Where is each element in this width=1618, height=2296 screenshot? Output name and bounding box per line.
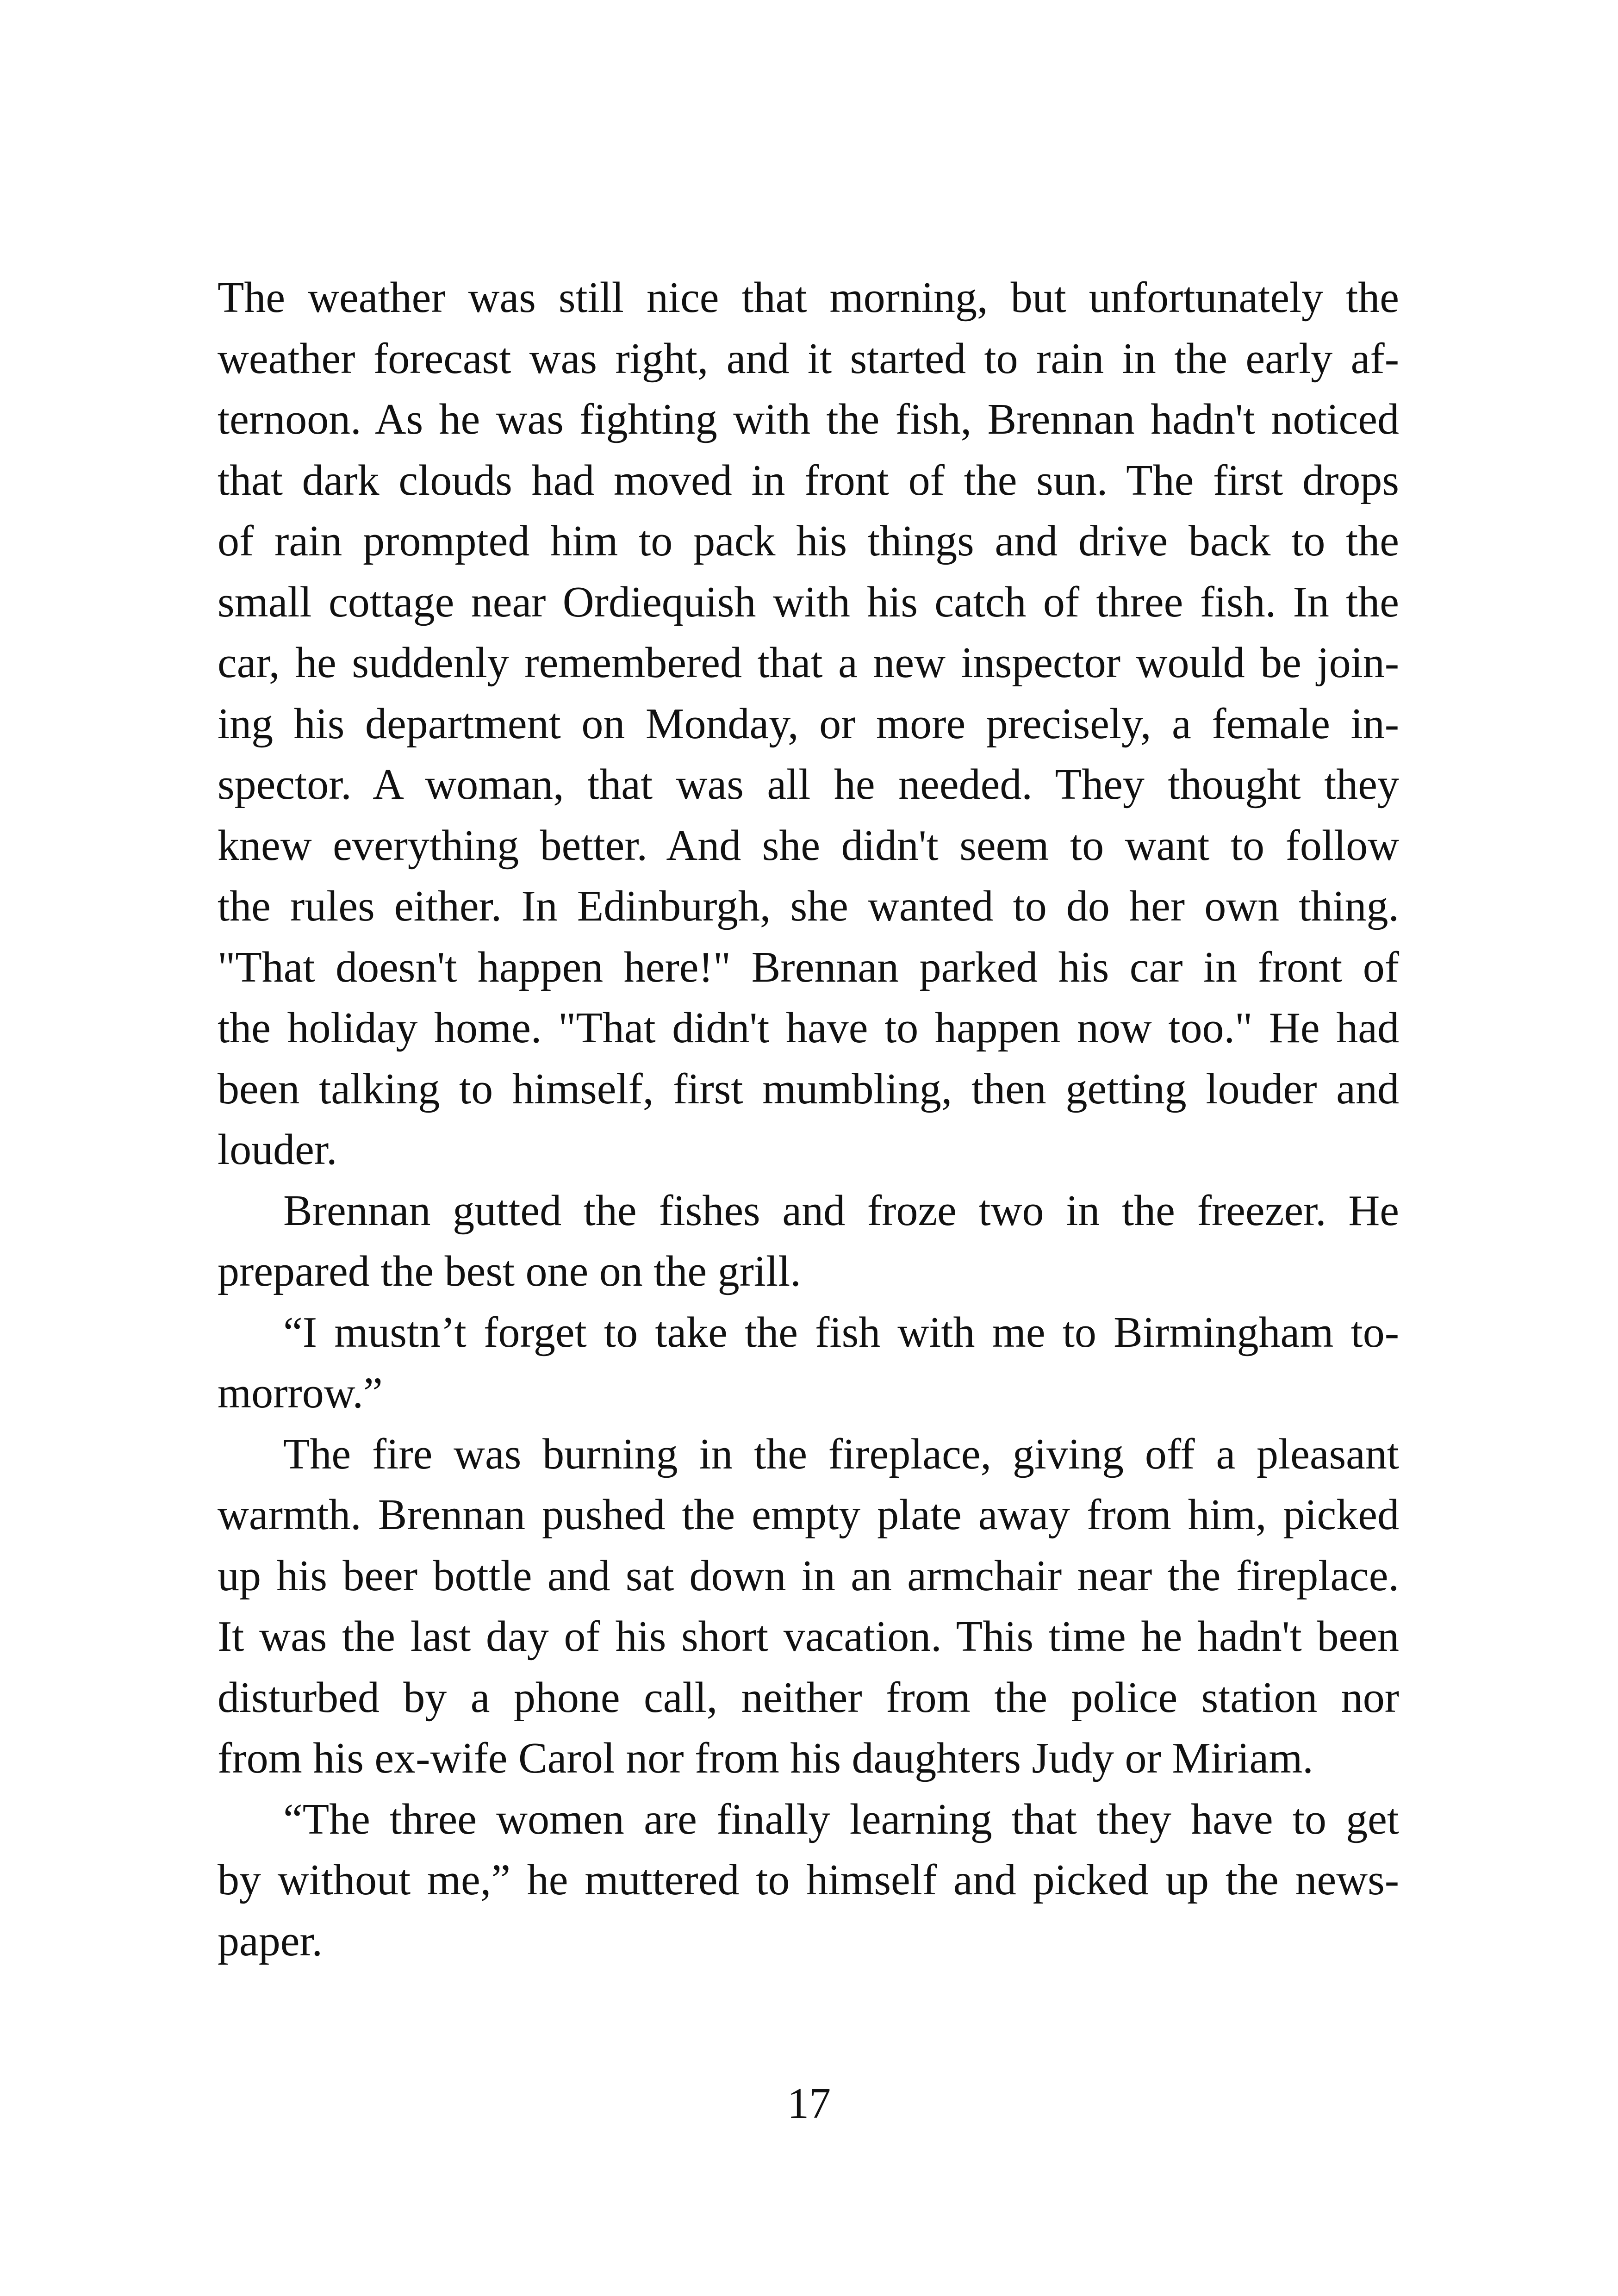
text-line: It was the last day of his short vacation. This time he hadn't been — [218, 1612, 1399, 1661]
page-number: 17 — [787, 2079, 831, 2128]
text-line: of rain prompted him to pack his things and drive back to the — [218, 517, 1399, 565]
body-text — [218, 268, 1399, 1972]
paragraph-3 — [218, 1302, 1399, 1424]
text-line: paper. — [218, 1916, 323, 1965]
paragraph-1 — [218, 268, 1399, 1181]
text-line: Brennan gutted the fishes and froze two in the freezer. He — [283, 1186, 1399, 1235]
text-line: prepared the best one on the grill. — [218, 1247, 801, 1295]
paragraph-2 — [218, 1181, 1399, 1302]
text-line: car, he suddenly remembered that a new inspector would be join- — [218, 639, 1399, 687]
text-line: The fire was burning in the fireplace, giving off a pleasant — [283, 1430, 1399, 1478]
text-line: been talking to himself, first mumbling, then getting louder and — [218, 1064, 1399, 1113]
text-line: louder. — [218, 1126, 337, 1174]
text-line: up his beer bottle and sat down in an armchair near the fireplace. — [218, 1551, 1399, 1600]
text-line: morrow.” — [218, 1369, 383, 1417]
text-line: “I mustn’t forget to take the fish with me to Birmingham to- — [283, 1308, 1399, 1356]
text-line: disturbed by a phone call, neither from the police station nor — [218, 1673, 1399, 1722]
text-line: the holiday home. "That didn't have to happen now too." He had — [218, 1004, 1399, 1052]
paragraph-4 — [218, 1424, 1399, 1789]
text-line: small cottage near Ordiequish with his catch of three fish. In the — [218, 578, 1399, 626]
text-line: The weather was still nice that morning, but unfortunately the — [218, 274, 1399, 322]
text-line: the rules either. In Edinburgh, she wanted to do her own thing. — [218, 882, 1399, 930]
text-line: from his ex-wife Carol nor from his daughters Judy or Miriam. — [218, 1734, 1313, 1782]
paragraph-5 — [218, 1789, 1399, 1972]
text-line: that dark clouds had moved in front of the sun. The first drops — [218, 456, 1399, 504]
text-line: "That doesn't happen here!" Brennan parked his car in front of — [218, 943, 1399, 991]
text-line: warmth. Brennan pushed the empty plate away from him, picked — [218, 1491, 1399, 1539]
text-line: “The three women are finally learning that they have to get — [283, 1795, 1399, 1843]
text-line: by without me,” he muttered to himself and picked up the news- — [218, 1856, 1399, 1904]
text-line: weather forecast was right, and it started to rain in the early af- — [218, 334, 1399, 383]
text-line: knew everything better. And she didn't seem to want to follow — [218, 821, 1399, 870]
text-line: ternoon. As he was fighting with the fish, Brennan hadn't noticed — [218, 395, 1399, 443]
text-line: ing his department on Monday, or more precisely, a female in- — [218, 699, 1399, 748]
text-line: spector. A woman, that was all he needed. They thought they — [218, 760, 1399, 809]
